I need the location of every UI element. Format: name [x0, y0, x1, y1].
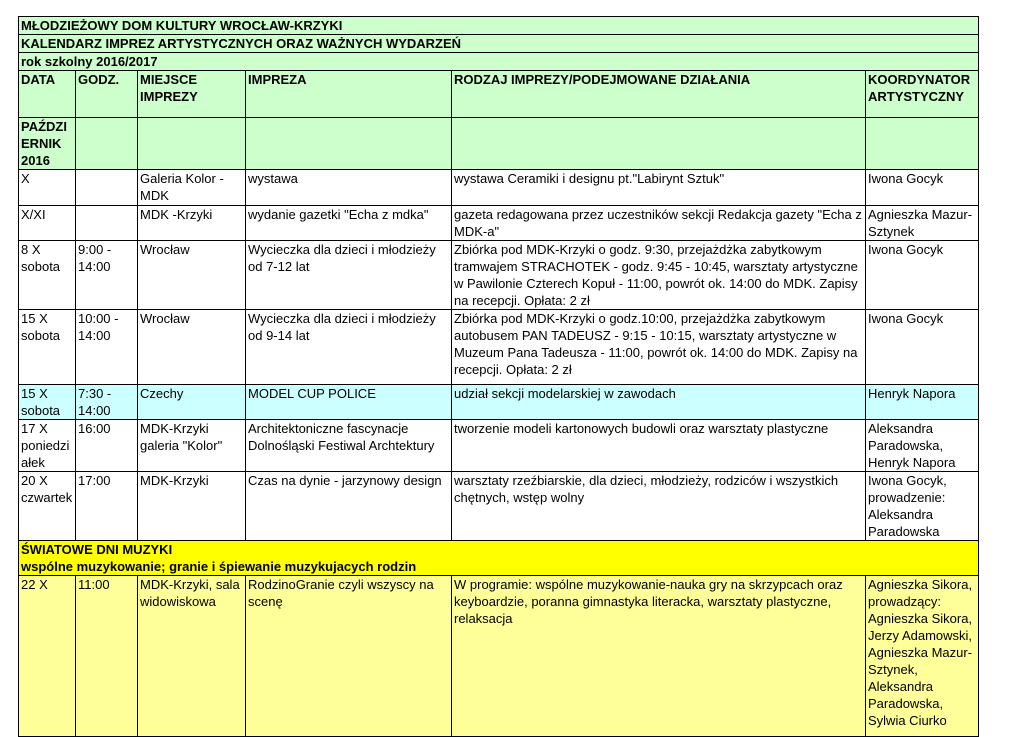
section-subtitle: wspólne muzykowanie; granie i śpiewanie muzykujacych rodzin	[21, 559, 417, 574]
cell-time: 17:00	[76, 472, 138, 541]
column-header-coordinator: KOORDYNATOR ARTYSTYCZNY	[866, 71, 979, 118]
cell-coordinator: Iwona Gocyk, prowadzenie: Aleksandra Paradowska	[866, 472, 979, 541]
cell-type: wystawa Ceramiki i designu pt."Labirynt Sztuk"	[452, 170, 866, 206]
cell-date: X	[19, 170, 76, 206]
cell-coordinator: Iwona Gocyk	[866, 310, 979, 385]
column-headers-row	[19, 71, 979, 118]
school-year: rok szkolny 2016/2017	[19, 53, 979, 71]
cell-place: MDK-Krzyki, sala widowiskowa	[138, 576, 246, 737]
header-row-calendar	[19, 35, 979, 53]
month-row	[19, 118, 979, 170]
cell-date: 15 X sobota	[19, 385, 76, 420]
spreadsheet-page	[18, 16, 978, 728]
cell-coordinator: Agnieszka Sikora, prowadzący: Agnieszka Sikora, Jerzy Adamowski, Agnieszka Mazur-Sztynek, Aleksandra Paradowska, Sylwia Ciurko	[866, 576, 979, 737]
month-label: PAŹDZIERNIK 2016	[19, 118, 76, 170]
cell-event: Czas na dynie - jarzynowy design	[246, 472, 452, 541]
cell-date: 15 X sobota	[19, 310, 76, 385]
table-row	[19, 241, 979, 310]
cell-coordinator: Iwona Gocyk	[866, 170, 979, 206]
cell-place: Wrocław	[138, 241, 246, 310]
calendar-title: KALENDARZ IMPREZ ARTYSTYCZNYCH ORAZ WAŻNYCH WYDARZEŃ	[19, 35, 979, 53]
cell-place: MDK -Krzyki	[138, 206, 246, 241]
cell-event: wydanie gazetki "Echa z mdka"	[246, 206, 452, 241]
column-header-place: MIEJSCE IMPREZY	[138, 71, 246, 118]
cell-time: 16:00	[76, 420, 138, 472]
institution-title: MŁODZIEŻOWY DOM KULTURY WROCŁAW-KRZYKI	[19, 17, 979, 35]
cell-time	[76, 206, 138, 241]
cell-date: 8 X sobota	[19, 241, 76, 310]
column-header-time: GODZ.	[76, 71, 138, 118]
table-row	[19, 420, 979, 472]
header-row-year	[19, 53, 979, 71]
cell-type: gazeta redagowana przez uczestników sekcji Redakcja gazety "Echa z MDK-a"	[452, 206, 866, 241]
table-row	[19, 385, 979, 420]
column-header-type: RODZAJ IMPREZY/PODEJMOWANE DZIAŁANIA	[452, 71, 866, 118]
cell-place: Galeria Kolor - MDK	[138, 170, 246, 206]
column-header-date: DATA	[19, 71, 76, 118]
cell-place: MDK-Krzyki galeria "Kolor"	[138, 420, 246, 472]
cell-date: X/XI	[19, 206, 76, 241]
cell-date: 20 X czwartek	[19, 472, 76, 541]
cell-event: Wycieczka dla dzieci i młodzieży od 9-14 lat	[246, 310, 452, 385]
cell-date: 22 X	[19, 576, 76, 737]
cell-time: 7:30 - 14:00	[76, 385, 138, 420]
cell-event: MODEL CUP POLICE	[246, 385, 452, 420]
cell-type: udział sekcji modelarskiej w zawodach	[452, 385, 866, 420]
cell-type: Zbiórka pod MDK-Krzyki o godz.10:00, przejażdżka zabytkowym autobusem PAN TADEUSZ - 9:15 - 10:15, warsztaty artystyczne w Muzeum Pana Tadeusza - 11:00, powrót ok. 14:00 do MDK. Zapisy na recepcji. Opłata: 2 zł	[452, 310, 866, 385]
cell-event: wystawa	[246, 170, 452, 206]
cell-time	[76, 170, 138, 206]
cell-type: tworzenie modeli kartonowych budowli oraz warsztaty plastyczne	[452, 420, 866, 472]
column-header-event: IMPREZA	[246, 71, 452, 118]
cell-place: Wrocław	[138, 310, 246, 385]
cell-coordinator: Agnieszka Mazur-Sztynek	[866, 206, 979, 241]
cell-event: Architektoniczne fascynacje Dolnośląski Festiwal Archtektury	[246, 420, 452, 472]
cell-coordinator: Henryk Napora	[866, 385, 979, 420]
events-calendar-table	[18, 16, 979, 737]
cell-coordinator: Aleksandra Paradowska, Henryk Napora	[866, 420, 979, 472]
table-row	[19, 472, 979, 541]
cell-time: 9:00 - 14:00	[76, 241, 138, 310]
cell-time: 11:00	[76, 576, 138, 737]
table-row	[19, 170, 979, 206]
cell-coordinator: Iwona Gocyk	[866, 241, 979, 310]
cell-type: W programie: wspólne muzykowanie-nauka gry na skrzypcach oraz keyboardzie, poranna gimnastyka literacka, warsztaty plastyczne, relaksacja	[452, 576, 866, 737]
section-header	[19, 541, 979, 576]
cell-event: RodzinoGranie czyli wszyscy na scenę	[246, 576, 452, 737]
table-row	[19, 310, 979, 385]
cell-event: Wycieczka dla dzieci i młodzieży od 7-12 lat	[246, 241, 452, 310]
table-row-music	[19, 576, 979, 737]
cell-place: MDK-Krzyki	[138, 472, 246, 541]
section-row	[19, 541, 979, 576]
section-title: ŚWIATOWE DNI MUZYKI	[21, 542, 173, 557]
cell-time: 10:00 - 14:00	[76, 310, 138, 385]
header-row-institution	[19, 17, 979, 35]
cell-type: warsztaty rzeźbiarskie, dla dzieci, młodzieży, rodziców i wszystkich chętnych, wstęp wolny	[452, 472, 866, 541]
table-row	[19, 206, 979, 241]
cell-date: 17 X poniedziałek	[19, 420, 76, 472]
cell-type: Zbiórka pod MDK-Krzyki o godz. 9:30, przejażdżka zabytkowym tramwajem STRACHOTEK - godz. 9:45 - 10:45, warsztaty artystyczne w Pawilonie Czterech Kopuł - 11:00, powrót ok. 14:00 do MDK. Zapisy na recepcji. Opłata: 2 zł	[452, 241, 866, 310]
cell-place: Czechy	[138, 385, 246, 420]
